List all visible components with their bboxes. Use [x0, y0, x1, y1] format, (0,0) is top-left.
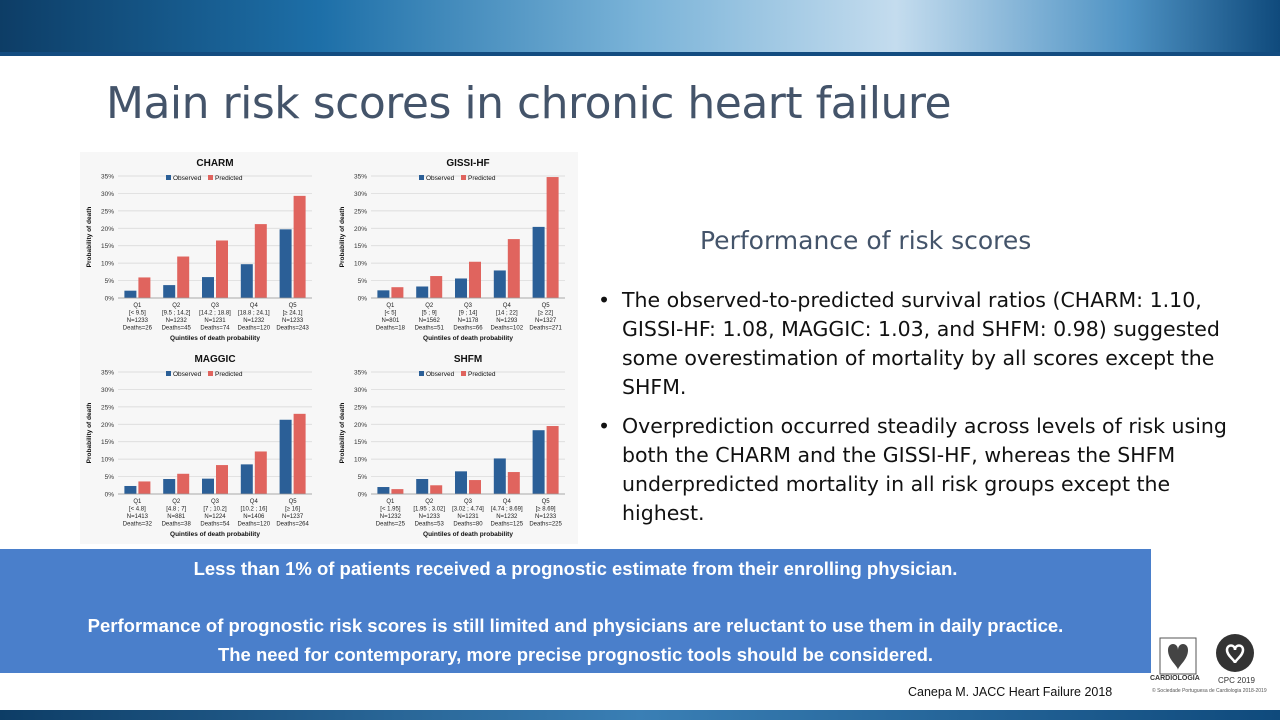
- chart-gissi-hf: [333, 152, 578, 342]
- y-tick-label: 30%: [100, 386, 114, 394]
- legend-label: Observed: [173, 175, 202, 182]
- legend-label: Predicted: [468, 371, 496, 378]
- bar-observed: [163, 285, 175, 298]
- x-tick-label: Deaths=51: [414, 325, 444, 332]
- bar-observed: [533, 227, 545, 298]
- callout-line: The need for contemporary, more precise prognostic tools should be considered.: [217, 644, 934, 665]
- x-tick-label: Deaths=264: [276, 521, 309, 528]
- bar-predicted: [391, 489, 403, 494]
- y-tick-label: 10%: [353, 456, 367, 464]
- bar-predicted: [138, 481, 150, 494]
- bar-observed: [241, 464, 253, 494]
- x-tick-label: N=881: [167, 514, 186, 520]
- bar-predicted: [177, 474, 189, 494]
- bar-predicted: [508, 472, 520, 494]
- header-banner: [0, 0, 1280, 56]
- y-tick-label: 35%: [353, 369, 367, 377]
- y-tick-label: 10%: [100, 456, 114, 464]
- x-tick-label: N=1232: [165, 318, 187, 324]
- bar-predicted: [547, 177, 559, 298]
- bar-observed: [241, 264, 253, 298]
- y-axis-label: Probability of death: [86, 402, 93, 464]
- bar-predicted: [216, 240, 228, 298]
- x-tick-label: N=1406: [243, 514, 265, 520]
- chart-svg: [333, 152, 578, 342]
- x-tick-label: N=1231: [457, 514, 479, 520]
- bar-predicted: [430, 276, 442, 298]
- x-tick-label: Q2: [172, 499, 181, 505]
- chart-title: CHARM: [196, 158, 234, 169]
- chart-svg: [80, 152, 325, 342]
- x-axis-label: Quintiles of death probability: [423, 531, 513, 538]
- x-tick-label: N=1293: [496, 318, 518, 324]
- y-tick-label: 15%: [353, 439, 367, 447]
- y-tick-label: 20%: [100, 421, 114, 429]
- citation: Canepa M. JACC Heart Failure 2018: [908, 685, 1113, 699]
- y-tick-label: 5%: [357, 474, 367, 482]
- x-tick-label: Q4: [502, 499, 511, 505]
- x-tick-label: Q5: [541, 303, 550, 309]
- x-tick-label: Q3: [463, 499, 473, 505]
- bar-predicted: [294, 414, 306, 494]
- footer-banner: [0, 710, 1280, 720]
- x-axis-label: Quintiles of death probability: [170, 335, 260, 342]
- legend-label: Observed: [426, 371, 455, 378]
- bar-observed: [202, 479, 214, 494]
- x-tick-label: [≥ 22]: [538, 310, 554, 317]
- callout-line: Performance of prognostic risk scores is still limited and physicians are reluctant to use them in daily practice.: [87, 615, 1064, 636]
- x-tick-label: N=1233: [418, 514, 440, 520]
- x-tick-label: [9.5 ; 14.2]: [162, 310, 191, 317]
- x-tick-label: Deaths=66: [453, 325, 483, 332]
- bar-predicted: [508, 239, 520, 298]
- y-tick-label: 15%: [100, 243, 114, 251]
- chart-charm: [80, 152, 325, 342]
- x-tick-label: [18.8 ; 24.1]: [237, 310, 270, 317]
- bar-observed: [377, 487, 389, 494]
- y-tick-label: 10%: [353, 260, 367, 268]
- x-tick-label: N=1413: [126, 514, 148, 520]
- y-tick-label: 20%: [353, 225, 367, 233]
- x-tick-label: [≥ 8.69]: [535, 506, 556, 513]
- x-tick-label: Q2: [172, 303, 181, 309]
- x-tick-label: Deaths=125: [490, 521, 524, 528]
- x-tick-label: Q4: [249, 499, 258, 505]
- x-tick-label: Q5: [541, 499, 550, 505]
- cpc-logo-text: CPC 2019: [1218, 676, 1255, 685]
- x-axis-label: Quintiles of death probability: [423, 335, 513, 342]
- y-tick-label: 0%: [104, 295, 114, 303]
- legend-swatch: [208, 175, 213, 180]
- x-tick-label: Deaths=120: [237, 325, 271, 332]
- y-tick-label: 35%: [100, 369, 114, 377]
- legend-label: Predicted: [468, 175, 496, 182]
- x-tick-label: N=1178: [457, 318, 479, 324]
- x-tick-label: N=801: [381, 318, 400, 324]
- legend-swatch: [419, 371, 424, 376]
- x-tick-label: [< 1.95]: [380, 506, 401, 513]
- bar-observed: [455, 471, 467, 494]
- bar-observed: [494, 270, 506, 298]
- x-tick-label: [≥ 16]: [285, 506, 301, 513]
- x-tick-label: [7 ; 10.2]: [203, 506, 227, 513]
- y-axis-label: Probability of death: [86, 206, 93, 268]
- x-tick-label: Q3: [463, 303, 473, 309]
- x-tick-label: N=1233: [535, 514, 557, 520]
- chart-title: MAGGIC: [194, 354, 236, 365]
- legend-label: Predicted: [215, 175, 243, 182]
- y-tick-label: 25%: [353, 208, 367, 216]
- bar-predicted: [216, 465, 228, 494]
- x-tick-label: [9 ; 14]: [458, 310, 478, 317]
- legend-swatch: [166, 371, 171, 376]
- bar-observed: [124, 291, 136, 298]
- bar-predicted: [430, 485, 442, 494]
- x-tick-label: N=1224: [204, 514, 226, 520]
- bar-observed: [280, 420, 292, 494]
- x-tick-label: [1.95 ; 3.02]: [413, 506, 446, 513]
- x-tick-label: N=1327: [535, 318, 557, 324]
- y-tick-label: 30%: [353, 386, 367, 394]
- x-tick-label: Deaths=38: [161, 521, 191, 528]
- bar-predicted: [255, 451, 267, 494]
- x-tick-label: N=1562: [418, 318, 440, 324]
- x-tick-label: [≥ 24.1]: [282, 310, 303, 317]
- legend-swatch: [461, 371, 466, 376]
- y-tick-label: 5%: [357, 278, 367, 286]
- x-tick-label: [< 4.8]: [128, 506, 146, 513]
- x-tick-label: N=1233: [126, 318, 148, 324]
- y-tick-label: 0%: [357, 491, 367, 499]
- x-tick-label: Deaths=26: [122, 325, 153, 332]
- x-tick-label: Q3: [210, 499, 220, 505]
- x-tick-label: Deaths=80: [453, 521, 483, 528]
- x-tick-label: Q2: [425, 303, 434, 309]
- legend-label: Predicted: [215, 371, 243, 378]
- x-tick-label: Q1: [133, 499, 142, 505]
- y-tick-label: 20%: [100, 225, 114, 233]
- x-tick-label: Deaths=45: [161, 325, 191, 332]
- y-tick-label: 35%: [353, 173, 367, 181]
- bullet-item: [598, 286, 1238, 402]
- x-tick-label: [4.8 ; 7]: [166, 506, 187, 513]
- x-tick-label: Deaths=18: [375, 325, 406, 332]
- bar-observed: [455, 278, 467, 298]
- legend-swatch: [419, 175, 424, 180]
- x-tick-label: N=1232: [496, 514, 518, 520]
- x-tick-label: Deaths=120: [237, 521, 271, 528]
- bar-predicted: [138, 277, 150, 298]
- x-tick-label: N=1232: [379, 514, 401, 520]
- callout-line: Less than 1% of patients received a prognostic estimate from their enrolling physician.: [193, 558, 958, 579]
- bar-observed: [124, 486, 136, 494]
- legend-label: Observed: [426, 175, 455, 182]
- x-tick-label: Deaths=25: [375, 521, 406, 528]
- y-tick-label: 15%: [353, 243, 367, 251]
- x-tick-label: Q2: [425, 499, 434, 505]
- y-tick-label: 25%: [353, 404, 367, 412]
- conclusion-callout: [0, 549, 1151, 673]
- bar-predicted: [294, 196, 306, 298]
- bar-observed: [416, 479, 428, 494]
- chart-title: GISSI-HF: [446, 158, 490, 169]
- x-tick-label: Deaths=102: [490, 325, 524, 332]
- bullet-text: The observed-to-predicted survival ratios (CHARM: 1.10, GISSI-HF: 1.08, MAGGIC: 1.03, and SHFM: 0.98) suggested some overestimation of mortality by all scores except the SHFM.: [622, 288, 1220, 399]
- legend-swatch: [208, 371, 213, 376]
- x-tick-label: Q5: [288, 303, 297, 309]
- bar-predicted: [391, 287, 403, 298]
- legend-swatch: [461, 175, 466, 180]
- bar-observed: [377, 290, 389, 298]
- bar-observed: [163, 479, 175, 494]
- bar-predicted: [469, 262, 481, 298]
- x-tick-label: Q1: [386, 499, 395, 505]
- logo-footer-text: © Sociedade Portuguesa de Cardiologia 2018-2019: [1152, 688, 1267, 694]
- cpc-logo-icon: [1216, 634, 1254, 672]
- y-tick-label: 15%: [100, 439, 114, 447]
- bar-observed: [280, 229, 292, 298]
- chart-svg: [80, 348, 325, 538]
- bar-observed: [494, 458, 506, 494]
- bar-observed: [533, 430, 545, 494]
- y-axis-label: Probability of death: [339, 206, 346, 268]
- y-tick-label: 0%: [357, 295, 367, 303]
- y-tick-label: 20%: [353, 421, 367, 429]
- x-tick-label: [10.2 ; 16]: [240, 506, 268, 513]
- bullet-list: [598, 286, 1238, 538]
- y-tick-label: 5%: [104, 278, 114, 286]
- bullet-text: Overprediction occurred steadily across levels of risk using both the CHARM and the GISSI-HF, whereas the SHFM underpredicted mortality in all risk groups except the highest.: [622, 414, 1227, 525]
- y-tick-label: 30%: [353, 190, 367, 198]
- y-tick-label: 30%: [100, 190, 114, 198]
- bar-predicted: [255, 224, 267, 298]
- x-axis-label: Quintiles of death probability: [170, 531, 260, 538]
- legend-swatch: [166, 175, 171, 180]
- x-tick-label: [5 ; 9]: [421, 310, 437, 317]
- panel-title: Performance of risk scores: [700, 226, 1032, 255]
- bullet-item: [598, 412, 1238, 528]
- bullet-marker: •: [598, 288, 611, 312]
- x-tick-label: N=1237: [282, 514, 304, 520]
- x-tick-label: Q4: [502, 303, 511, 309]
- x-tick-label: Q1: [133, 303, 142, 309]
- chart-shfm: [333, 348, 578, 538]
- bullet-marker: •: [598, 414, 611, 438]
- x-tick-label: Q5: [288, 499, 297, 505]
- y-axis-label: Probability of death: [339, 402, 346, 464]
- x-tick-label: Deaths=74: [200, 325, 230, 332]
- bar-predicted: [177, 257, 189, 298]
- bar-observed: [202, 277, 214, 298]
- chart-svg: [333, 348, 578, 538]
- bar-predicted: [469, 480, 481, 494]
- x-tick-label: Deaths=32: [122, 521, 153, 528]
- figure-panel: [80, 152, 578, 544]
- y-tick-label: 35%: [100, 173, 114, 181]
- x-tick-label: Deaths=271: [529, 325, 562, 332]
- x-tick-label: [14 ; 22]: [495, 310, 518, 317]
- x-tick-label: [14.2 ; 18.8]: [199, 310, 231, 317]
- x-tick-label: [3.02 ; 4.74]: [452, 506, 484, 513]
- x-tick-label: Deaths=225: [529, 521, 562, 528]
- x-tick-label: Q4: [249, 303, 258, 309]
- x-tick-label: [4.74 ; 8.69]: [490, 506, 523, 513]
- x-tick-label: Deaths=54: [200, 521, 230, 528]
- x-tick-label: Deaths=53: [414, 521, 444, 528]
- x-tick-label: Deaths=243: [276, 325, 309, 332]
- x-tick-label: [< 5]: [384, 310, 397, 317]
- spc-logo-text: CARDIOLOGIA: [1150, 675, 1200, 682]
- x-tick-label: Q1: [386, 303, 395, 309]
- chart-maggic: [80, 348, 325, 538]
- y-tick-label: 10%: [100, 260, 114, 268]
- x-tick-label: [< 9.5]: [128, 310, 146, 317]
- slide-title: Main risk scores in chronic heart failure: [106, 78, 952, 129]
- y-tick-label: 25%: [100, 208, 114, 216]
- y-tick-label: 5%: [104, 474, 114, 482]
- x-tick-label: Q3: [210, 303, 220, 309]
- bar-observed: [416, 286, 428, 298]
- y-tick-label: 0%: [104, 491, 114, 499]
- x-tick-label: N=1231: [204, 318, 226, 324]
- x-tick-label: N=1233: [282, 318, 304, 324]
- x-tick-label: N=1232: [243, 318, 265, 324]
- legend-label: Observed: [173, 371, 202, 378]
- bar-predicted: [547, 426, 559, 494]
- y-tick-label: 25%: [100, 404, 114, 412]
- chart-title: SHFM: [453, 354, 483, 365]
